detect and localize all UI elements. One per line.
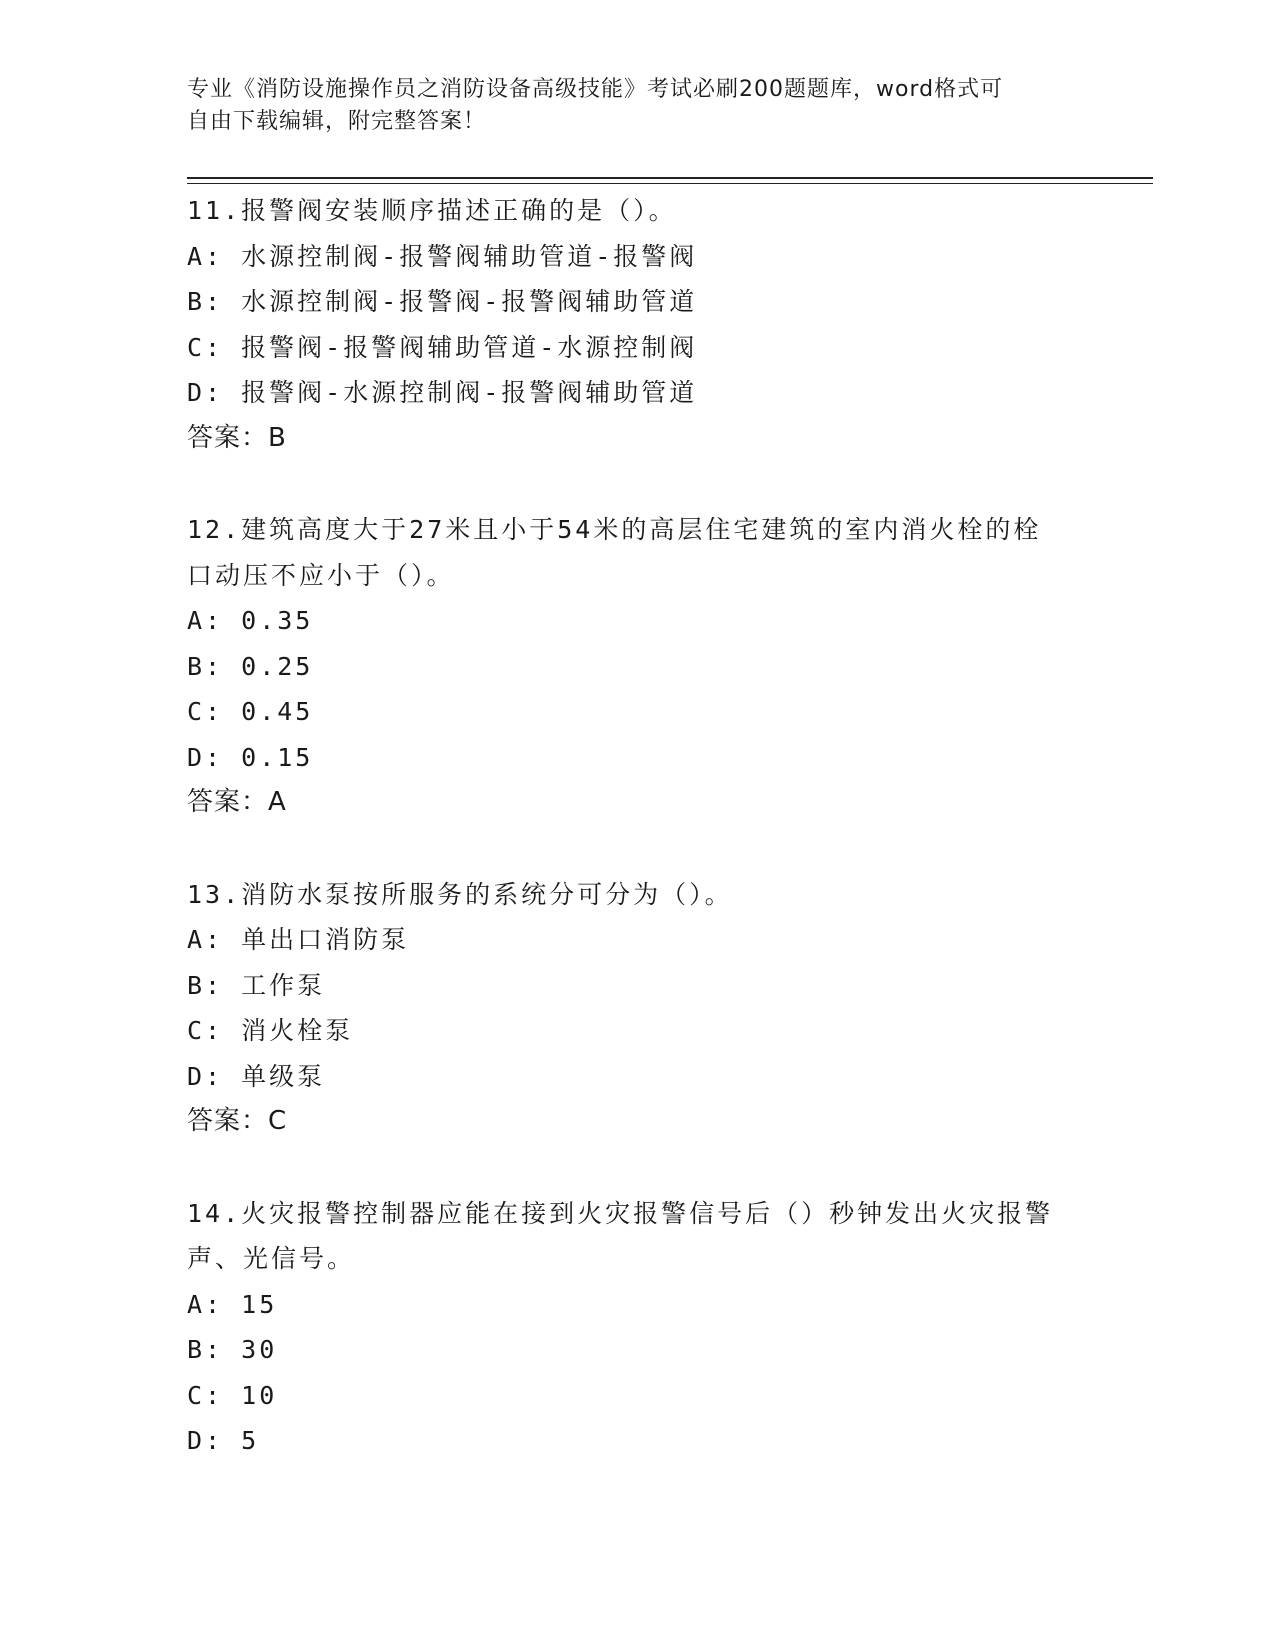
option-d: D: 5	[187, 1426, 260, 1455]
option-c: C: 消火栓泵	[187, 1016, 354, 1045]
header-title-line-2: 自由下载编辑，附完整答案！	[187, 109, 487, 134]
answer-line: 答案：A	[187, 787, 287, 817]
option-c: C: 0.45	[187, 697, 314, 726]
question-list	[187, 188, 1087, 1510]
question-stem: 14.火灾报警控制器应能在接到火灾报警信号后（）秒钟发出火灾报警	[187, 1198, 1054, 1228]
header-title-line-1: 专业《消防设施操作员之消防设备高级技能》考试必刷200题题库，word格式可	[187, 77, 1004, 102]
option-c: C: 报警阀-报警阀辅助管道-水源控制阀	[187, 332, 698, 362]
question-11	[187, 188, 1087, 461]
option-d: D: 单级泵	[187, 1061, 326, 1091]
option-c: C: 10	[187, 1380, 278, 1410]
question-stem: 12.建筑高度大于27米且小于54米的高层住宅建筑的室内消火栓的栓	[187, 515, 1042, 544]
option-d: D: 报警阀-水源控制阀-报警阀辅助管道	[187, 378, 698, 407]
option-a: A: 0.35	[187, 606, 314, 635]
question-14	[187, 1191, 1087, 1464]
question-12	[187, 507, 1087, 826]
option-b: B: 30	[187, 1335, 278, 1364]
option-a: A: 单出口消防泵	[187, 925, 410, 954]
answer-line: 答案：B	[187, 422, 287, 453]
question-stem-continued: 声、光信号。	[187, 1244, 356, 1273]
option-b: B: 0.25	[187, 651, 314, 681]
question-stem-continued: 口动压不应小于（）。	[187, 560, 455, 590]
option-d: D: 0.15	[187, 742, 314, 772]
option-b: B: 水源控制阀-报警阀-报警阀辅助管道	[187, 287, 698, 316]
answer-line: 答案：C	[187, 1106, 288, 1136]
question-stem: 11.报警阀安装顺序描述正确的是（）。	[187, 196, 677, 225]
document-header	[187, 74, 1067, 138]
header-divider-thick	[187, 177, 1153, 179]
question-stem: 13.消防水泵按所服务的系统分可分为（）。	[187, 879, 733, 909]
option-a: A: 水源控制阀-报警阀辅助管道-报警阀	[187, 241, 698, 271]
option-a: A: 15	[187, 1289, 278, 1319]
option-b: B: 工作泵	[187, 970, 326, 1000]
header-divider-thin	[187, 183, 1153, 184]
question-13	[187, 872, 1087, 1145]
